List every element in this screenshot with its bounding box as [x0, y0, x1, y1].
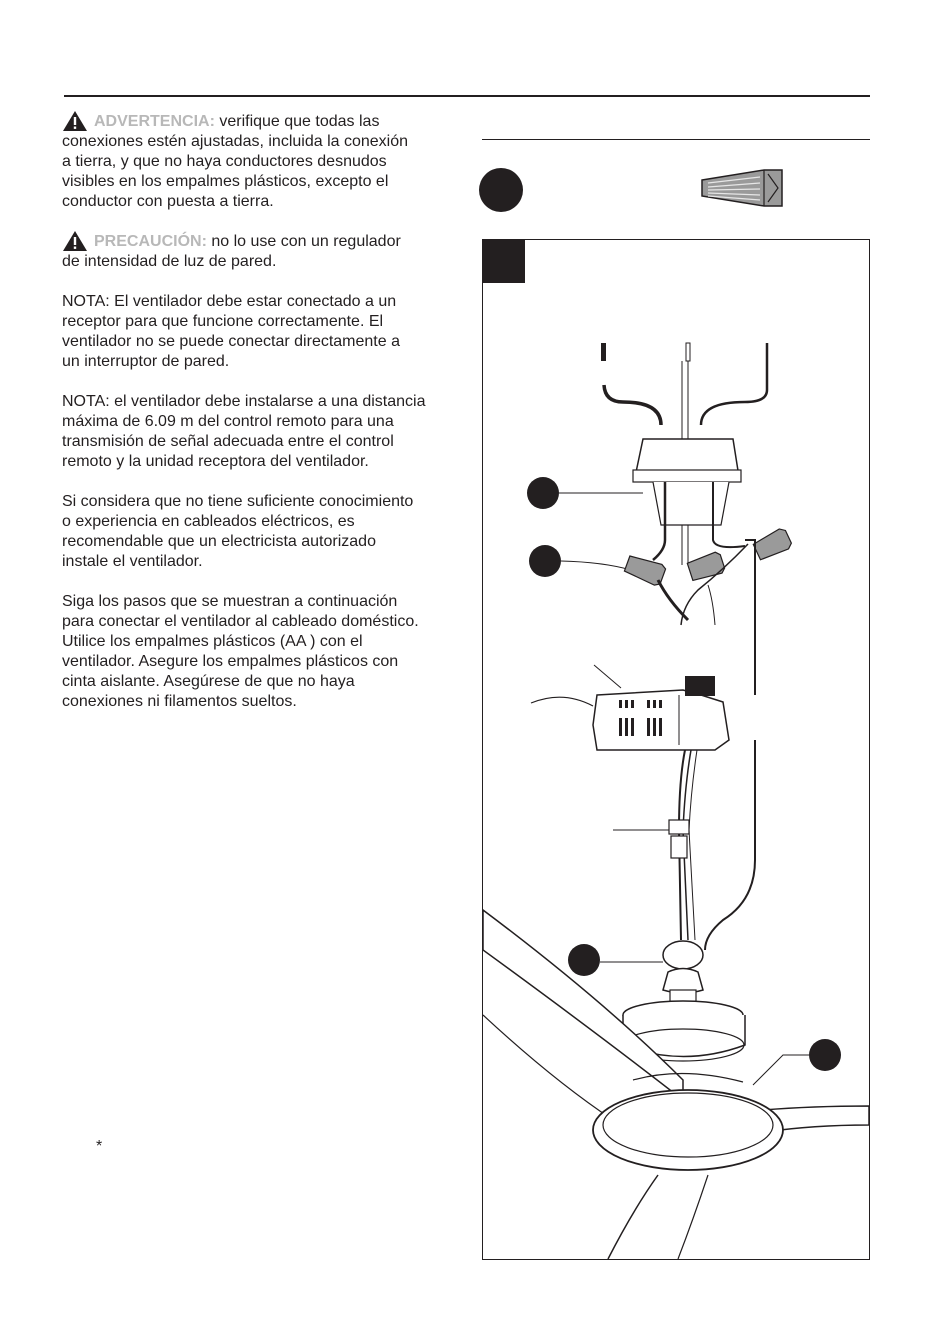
warning-triangle-icon — [62, 110, 88, 132]
caution-text-first: no lo use con un regulador — [206, 233, 401, 250]
callout-badge-housing — [809, 1039, 841, 1071]
note-line: un interruptor de pared. — [62, 353, 230, 370]
wire-nut-center — [687, 551, 726, 582]
instruction-line: Siga los pasos que se muestran a continuación — [62, 593, 398, 610]
wire-connector — [669, 820, 689, 834]
warning-keyword: ADVERTENCIA: — [94, 113, 215, 130]
note-line: transmisión de señal adecuada entre el control — [62, 433, 394, 450]
hardware-callout-badge — [479, 168, 523, 212]
fan-blade-bottom — [608, 1175, 658, 1259]
instructions-column — [62, 112, 456, 732]
receiver-leader — [594, 665, 621, 688]
advice-line: instale el ventilador. — [62, 553, 203, 570]
section-rule — [482, 139, 870, 140]
instruction-line: ventilador. Asegure los empalmes plásticos con — [62, 653, 399, 670]
note-line: NOTA: el ventilador debe instalarse a una distancia — [62, 393, 426, 410]
fan-wiring-illustration — [483, 240, 869, 1259]
warning-line: visibles en los empalmes plásticos, excepto el — [62, 173, 389, 190]
warning-line: a tierra, y que no haya conductores desnudos — [62, 153, 387, 170]
callout-badge-downrod — [568, 944, 600, 976]
house-black-wire-end — [601, 343, 606, 361]
note-line: remoto y la unidad receptora del ventilador. — [62, 453, 369, 470]
wire-nut-icon — [698, 168, 784, 208]
instruction-line: conexiones ni filamentos sueltos. — [62, 693, 297, 710]
advice-line: Si considera que no tiene suficiente conocimiento — [62, 493, 414, 510]
warning-line: conexiones estén ajustadas, incluida la conexión — [62, 133, 409, 150]
instruction-line: Utilice los empalmes plásticos (AA ) con el — [62, 633, 363, 650]
electrician-advice — [62, 492, 456, 572]
wiring-diagram-figure — [482, 239, 870, 1260]
note-line: NOTA: El ventilador debe estar conectado a un — [62, 293, 397, 310]
advice-line: recomendable que un electricista autorizado — [62, 533, 376, 550]
wiring-instructions — [62, 592, 456, 712]
callout-badge-bracket — [527, 477, 559, 509]
warning-triangle-icon — [62, 230, 88, 252]
note-remote-receiver — [62, 292, 456, 372]
advice-line: o experiencia en cableados eléctricos, es — [62, 513, 355, 530]
instruction-line: cinta aislante. Asegúrese de que no haya — [62, 673, 355, 690]
caution-keyword: PRECAUCIÓN: — [94, 233, 207, 250]
callout-badge-wirenut — [529, 545, 561, 577]
top-rule — [64, 95, 870, 97]
warning-line: conductor con puesta a tierra. — [62, 193, 274, 210]
note-remote-distance — [62, 392, 456, 472]
warning-text-first: verifique que todas las — [214, 113, 380, 130]
wire-nut-right — [752, 527, 793, 562]
instruction-line: para conectar el ventilador al cableado doméstico. — [62, 613, 419, 630]
note-line: máxima de 6.09 m del control remoto para una — [62, 413, 394, 430]
house-white-wire-end — [686, 343, 690, 361]
caution-block — [62, 232, 456, 272]
footnote-asterisk: * — [96, 1138, 103, 1155]
note-line: receptor para que funcione correctamente. El — [62, 313, 384, 330]
caution-line: de intensidad de luz de pared. — [62, 253, 277, 270]
warning-block — [62, 112, 456, 212]
downrod-ball — [663, 941, 703, 969]
note-line: ventilador no se puede conectar directamente a — [62, 333, 400, 350]
